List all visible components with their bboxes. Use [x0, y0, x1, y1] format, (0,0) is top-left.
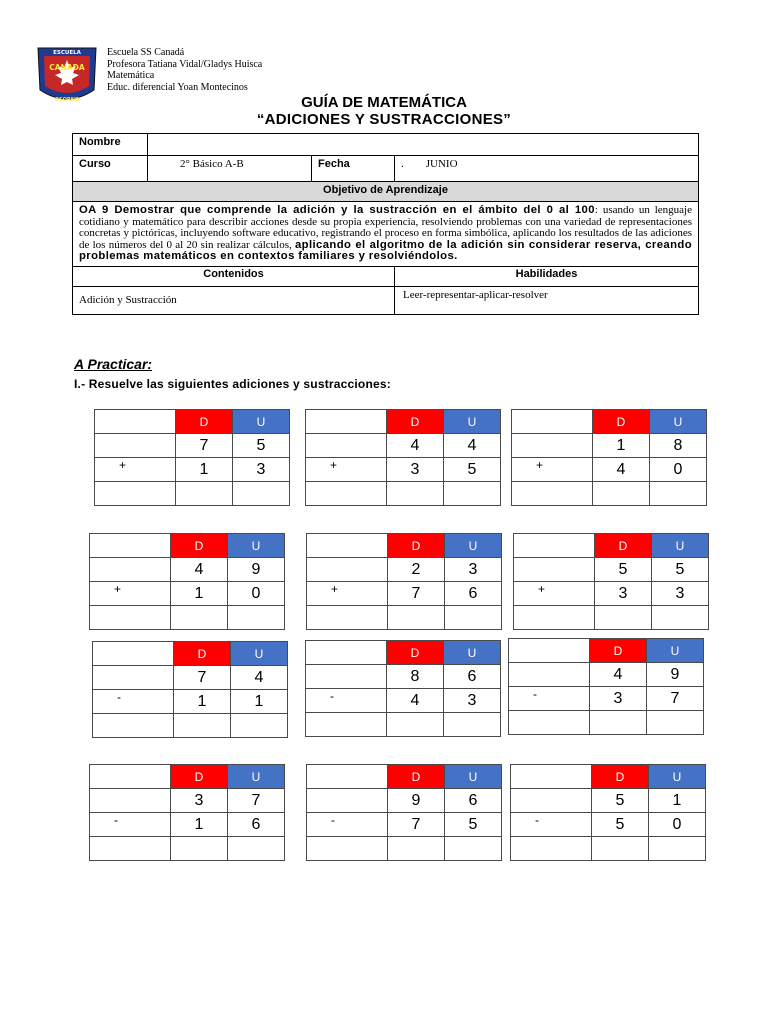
answer-decenas-cell[interactable] [176, 482, 233, 506]
exercise-grid [305, 409, 501, 506]
bottom-unidades-digit: 6 [445, 582, 502, 606]
contenidos-value: Adición y Sustracción [73, 286, 395, 314]
fecha-value: JUNIO [425, 158, 458, 170]
grid-corner [306, 410, 387, 434]
top-unidades-digit: 3 [445, 558, 502, 582]
answer-unidades-cell[interactable] [649, 837, 706, 861]
unidades-header: U [231, 642, 288, 666]
guide-subtitle: “ADICIONES Y SUSTRACCIONES” [256, 111, 512, 128]
grid-empty-cell [90, 558, 171, 582]
answer-unidades-cell[interactable] [445, 606, 502, 630]
answer-decenas-cell[interactable] [595, 606, 652, 630]
nombre-field[interactable] [148, 134, 699, 156]
bottom-unidades-digit: 0 [650, 458, 707, 482]
exercise-grid [513, 533, 709, 630]
answer-unidades-cell[interactable] [231, 714, 288, 738]
top-unidades-digit: 9 [647, 663, 704, 687]
bottom-decenas-digit: 3 [590, 687, 647, 711]
unidades-header: U [444, 410, 501, 434]
bottom-decenas-digit: 5 [592, 813, 649, 837]
logo-text-bottom: OSORNO [54, 97, 80, 103]
answer-decenas-cell[interactable] [590, 711, 647, 735]
student-info-table [72, 133, 699, 315]
bottom-decenas-digit: 1 [171, 582, 228, 606]
practice-heading: A Practicar: [74, 356, 153, 372]
fecha-label: Fecha [312, 156, 395, 182]
bottom-decenas-digit: 1 [171, 813, 228, 837]
operation-sign: - [511, 813, 592, 837]
objetivo-label: Objetivo de Aprendizaje [73, 182, 699, 202]
practice-instruction: I.- Resuelve las siguientes adiciones y sustracciones: [74, 377, 391, 391]
top-unidades-digit: 1 [649, 789, 706, 813]
operation-sign: - [93, 690, 174, 714]
grid-empty-cell [93, 666, 174, 690]
decenas-header: D [595, 534, 652, 558]
answer-unidades-cell[interactable] [228, 837, 285, 861]
operation-sign: - [90, 813, 171, 837]
habilidades-value: Leer-representar-aplicar-resolver [395, 286, 699, 314]
unidades-header: U [444, 641, 501, 665]
answer-decenas-cell[interactable] [174, 714, 231, 738]
grid-corner [90, 765, 171, 789]
fecha-dot: . [401, 158, 404, 170]
answer-decenas-cell[interactable] [171, 606, 228, 630]
top-decenas-digit: 5 [592, 789, 649, 813]
decenas-header: D [171, 534, 228, 558]
school-header [107, 47, 262, 93]
grid-corner [307, 765, 388, 789]
bottom-decenas-digit: 1 [174, 690, 231, 714]
grid-corner [306, 641, 387, 665]
bottom-decenas-digit: 4 [593, 458, 650, 482]
exercise-grid [89, 533, 285, 630]
grid-empty-cell [511, 789, 592, 813]
exercise-grid [511, 409, 707, 506]
bottom-unidades-digit: 5 [444, 458, 501, 482]
grid-corner [514, 534, 595, 558]
curso-label: Curso [73, 156, 148, 182]
bottom-unidades-digit: 7 [647, 687, 704, 711]
bottom-unidades-digit: 6 [228, 813, 285, 837]
unidades-header: U [233, 410, 290, 434]
top-decenas-digit: 1 [593, 434, 650, 458]
answer-decenas-cell[interactable] [592, 837, 649, 861]
logo-text-top: ESCUELA [53, 50, 81, 56]
answer-decenas-cell[interactable] [387, 713, 444, 737]
bottom-decenas-digit: 3 [387, 458, 444, 482]
bottom-decenas-digit: 1 [176, 458, 233, 482]
unidades-header: U [228, 534, 285, 558]
unidades-header: U [652, 534, 709, 558]
grid-empty-cell [95, 434, 176, 458]
answer-empty-cell [95, 482, 176, 506]
unidades-header: U [228, 765, 285, 789]
answer-decenas-cell[interactable] [388, 837, 445, 861]
exercise-grid [89, 764, 285, 861]
grid-empty-cell [509, 663, 590, 687]
grid-empty-cell [512, 434, 593, 458]
objetivo-bold-1: OA 9 Demostrar que comprende la adición y la sustracción en el ámbito del 0 al 100 [79, 204, 595, 216]
top-unidades-digit: 9 [228, 558, 285, 582]
objetivo-body: : usando un lenguaje cotidiano y matemático para describir acciones desde su propia experiencia, resolviendo problemas con una variedad de representaciones concretas y pictóricas, incluyendo software educativo, registrando el proceso en forma simbólica, aplicando los resultados de las adiciones de los números del 0 al 20 sin realizar cálculos, [79, 204, 692, 251]
operation-sign: + [512, 458, 593, 482]
grid-corner [512, 410, 593, 434]
decenas-header: D [388, 534, 445, 558]
top-unidades-digit: 5 [652, 558, 709, 582]
answer-empty-cell [90, 606, 171, 630]
answer-decenas-cell[interactable] [593, 482, 650, 506]
bottom-decenas-digit: 3 [595, 582, 652, 606]
decenas-header: D [592, 765, 649, 789]
decenas-header: D [174, 642, 231, 666]
top-decenas-digit: 8 [387, 665, 444, 689]
bottom-unidades-digit: 1 [231, 690, 288, 714]
exercise-grid [92, 641, 288, 738]
grid-corner [93, 642, 174, 666]
answer-unidades-cell[interactable] [233, 482, 290, 506]
operation-sign: + [90, 582, 171, 606]
exercise-grid [305, 640, 501, 737]
top-decenas-digit: 5 [595, 558, 652, 582]
answer-unidades-cell[interactable] [647, 711, 704, 735]
answer-unidades-cell[interactable] [444, 713, 501, 737]
answer-empty-cell [307, 837, 388, 861]
grid-empty-cell [307, 789, 388, 813]
operation-sign: + [95, 458, 176, 482]
operation-sign: + [514, 582, 595, 606]
guide-title: GUÍA DE MATEMÁTICA [301, 94, 467, 111]
bottom-unidades-digit: 3 [233, 458, 290, 482]
top-unidades-digit: 5 [233, 434, 290, 458]
unidades-header: U [649, 765, 706, 789]
decenas-header: D [593, 410, 650, 434]
decenas-header: D [387, 410, 444, 434]
bottom-decenas-digit: 7 [388, 582, 445, 606]
grid-empty-cell [90, 789, 171, 813]
top-unidades-digit: 7 [228, 789, 285, 813]
grid-corner [307, 534, 388, 558]
bottom-decenas-digit: 7 [388, 813, 445, 837]
answer-unidades-cell[interactable] [650, 482, 707, 506]
operation-sign: + [306, 458, 387, 482]
decenas-header: D [171, 765, 228, 789]
top-unidades-digit: 8 [650, 434, 707, 458]
logo-text-mid: CANADA [49, 63, 85, 72]
top-unidades-digit: 6 [444, 665, 501, 689]
answer-decenas-cell[interactable] [171, 837, 228, 861]
special-ed-teacher: Educ. diferencial Yoan Montecinos [107, 81, 248, 93]
exercise-grid [94, 409, 290, 506]
bottom-unidades-digit: 3 [652, 582, 709, 606]
top-decenas-digit: 4 [387, 434, 444, 458]
school-name: Escuela SS Canadá [107, 47, 185, 58]
operation-sign: - [307, 813, 388, 837]
answer-empty-cell [93, 714, 174, 738]
bottom-unidades-digit: 0 [649, 813, 706, 837]
grid-empty-cell [306, 434, 387, 458]
operation-sign: - [509, 687, 590, 711]
nombre-label: Nombre [73, 134, 148, 156]
top-decenas-digit: 2 [388, 558, 445, 582]
teachers: Profesora Tatiana Vidal/Gladys Huisca [107, 58, 263, 70]
grid-empty-cell [514, 558, 595, 582]
top-unidades-digit: 4 [231, 666, 288, 690]
answer-unidades-cell[interactable] [228, 606, 285, 630]
top-unidades-digit: 4 [444, 434, 501, 458]
answer-empty-cell [306, 713, 387, 737]
operation-sign: - [306, 689, 387, 713]
answer-decenas-cell[interactable] [387, 482, 444, 506]
top-decenas-digit: 4 [171, 558, 228, 582]
bottom-unidades-digit: 5 [445, 813, 502, 837]
subject: Matemática [107, 70, 155, 81]
unidades-header: U [445, 534, 502, 558]
exercise-grid [306, 764, 502, 861]
grid-empty-cell [306, 665, 387, 689]
objetivo-text [73, 202, 699, 267]
answer-unidades-cell[interactable] [445, 837, 502, 861]
answer-empty-cell [90, 837, 171, 861]
decenas-header: D [176, 410, 233, 434]
unidades-header: U [445, 765, 502, 789]
answer-unidades-cell[interactable] [444, 482, 501, 506]
answer-decenas-cell[interactable] [388, 606, 445, 630]
top-unidades-digit: 6 [445, 789, 502, 813]
decenas-header: D [590, 639, 647, 663]
answer-unidades-cell[interactable] [652, 606, 709, 630]
top-decenas-digit: 9 [388, 789, 445, 813]
answer-empty-cell [512, 482, 593, 506]
operation-sign: + [307, 582, 388, 606]
grid-corner [509, 639, 590, 663]
answer-empty-cell [307, 606, 388, 630]
decenas-header: D [388, 765, 445, 789]
unidades-header: U [647, 639, 704, 663]
exercise-grid [508, 638, 704, 735]
exercise-grid [510, 764, 706, 861]
bottom-decenas-digit: 4 [387, 689, 444, 713]
grid-empty-cell [307, 558, 388, 582]
habilidades-label: Habilidades [395, 266, 699, 286]
grid-corner [90, 534, 171, 558]
bottom-unidades-digit: 3 [444, 689, 501, 713]
top-decenas-digit: 4 [590, 663, 647, 687]
unidades-header: U [650, 410, 707, 434]
grid-corner [511, 765, 592, 789]
top-decenas-digit: 3 [171, 789, 228, 813]
top-decenas-digit: 7 [176, 434, 233, 458]
answer-empty-cell [511, 837, 592, 861]
answer-empty-cell [509, 711, 590, 735]
decenas-header: D [387, 641, 444, 665]
top-decenas-digit: 7 [174, 666, 231, 690]
bottom-unidades-digit: 0 [228, 582, 285, 606]
contenidos-label: Contenidos [73, 266, 395, 286]
answer-empty-cell [306, 482, 387, 506]
curso-value: 2° Básico A-B [148, 156, 312, 182]
objetivo-bold-2: aplicando el algoritmo de la adición sin considerar reserva, creando problemas matemáticos en contextos familiares y resolviéndolos. [79, 238, 692, 263]
grid-corner [95, 410, 176, 434]
answer-empty-cell [514, 606, 595, 630]
exercise-grid [306, 533, 502, 630]
fecha-value-cell [395, 156, 699, 182]
